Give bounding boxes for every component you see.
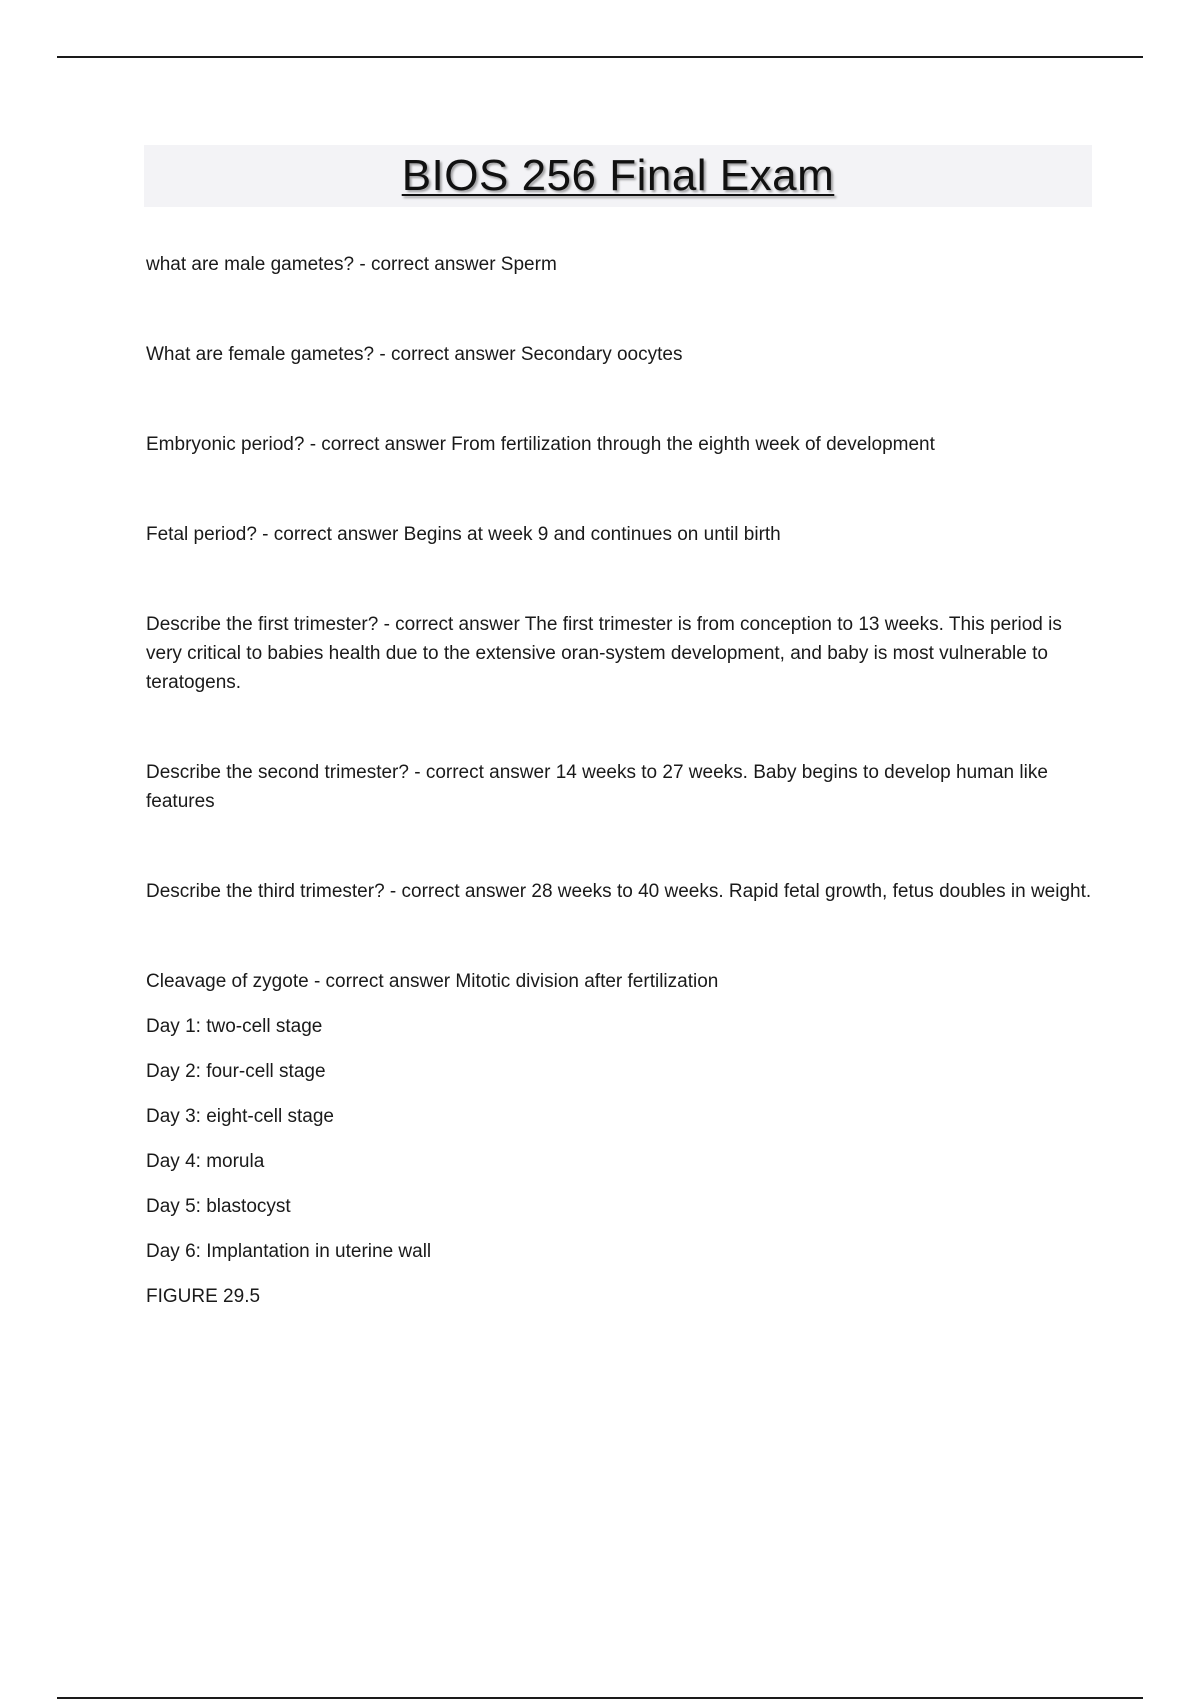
qa-item-cleavage: Cleavage of zygote - correct answer Mitotic division after fertilization: [146, 971, 719, 992]
qa-item-first-trimester: Describe the first trimester? - correct answer The first trimester is from conception to 13 weeks. This period is very critical to babies health due to the extensive oran-system development, and baby is most vulnerable to teratogens.: [146, 614, 1062, 693]
document-title: BIOS 256 Final Exam: [401, 151, 835, 200]
qa-item-third-trimester: Describe the third trimester? - correct answer 28 weeks to 40 weeks. Rapid fetal growth, fetus doubles in weight.: [146, 881, 1092, 902]
cleavage-day-6: Day 6: Implantation in uterine wall: [146, 1241, 432, 1262]
cleavage-day-4: Day 4: morula: [146, 1151, 265, 1172]
document-body: [146, 250, 1092, 1311]
cleavage-day-2: Day 2: four-cell stage: [146, 1061, 326, 1082]
qa-item-second-trimester: Describe the second trimester? - correct answer 14 weeks to 27 weeks. Baby begins to develop human like features: [146, 762, 1048, 812]
qa-item-embryonic-period: Embryonic period? - correct answer From fertilization through the eighth week of development: [146, 434, 935, 455]
top-rule: [57, 56, 1143, 58]
cleavage-day-3: Day 3: eight-cell stage: [146, 1106, 334, 1127]
qa-item-fetal-period: Fetal period? - correct answer Begins at week 9 and continues on until birth: [146, 524, 781, 545]
title-band: [144, 145, 1092, 207]
figure-reference: FIGURE 29.5: [146, 1286, 261, 1307]
cleavage-day-5: Day 5: blastocyst: [146, 1196, 291, 1217]
qa-item-female-gametes: What are female gametes? - correct answer Secondary oocytes: [146, 344, 683, 365]
qa-item-male-gametes: what are male gametes? - correct answer Sperm: [146, 254, 557, 275]
bottom-rule: [57, 1697, 1143, 1699]
cleavage-day-1: Day 1: two-cell stage: [146, 1016, 323, 1037]
